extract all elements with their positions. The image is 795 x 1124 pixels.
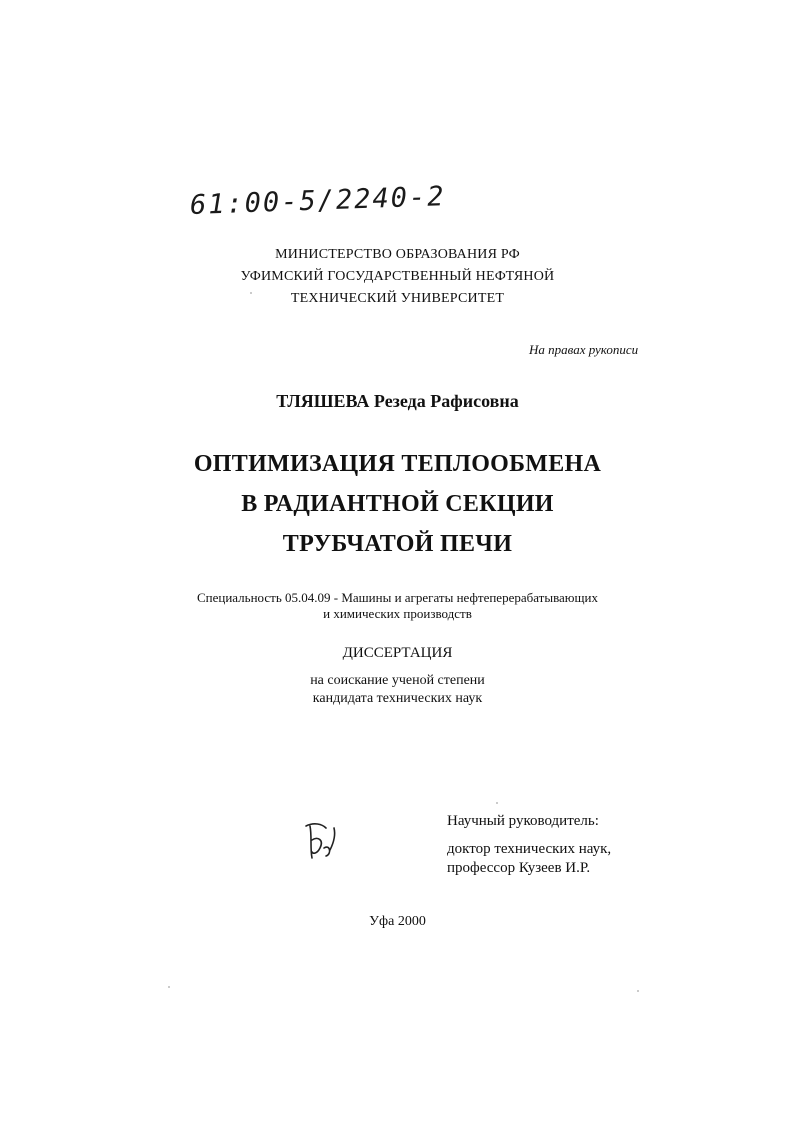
advisor-title: доктор технических наук,	[447, 841, 612, 857]
degree-info	[0, 672, 795, 708]
handwritten-signature	[300, 818, 352, 866]
author-name: ТЛЯШЕВА Резеда Рафисовна	[276, 391, 519, 411]
scan-speck	[250, 292, 252, 294]
specialty-line: и химических производств	[323, 606, 472, 621]
specialty-line: Специальность 05.04.09 - Машины и агрегаты нефтеперерабатывающих	[196, 590, 598, 605]
scan-speck	[637, 990, 639, 992]
advisor-label: Научный руководитель:	[447, 813, 599, 829]
city-year: Уфа 2000	[369, 914, 426, 929]
advisor-name: профессор Кузеев И.Р.	[447, 860, 591, 876]
specialty-info	[0, 590, 795, 622]
title-line: В РАДИАНТНОЙ СЕКЦИИ	[241, 491, 554, 517]
university-line: ТЕХНИЧЕСКИЙ УНИВЕРСИТЕТ	[290, 291, 505, 306]
scan-speck	[496, 802, 498, 804]
ministry-line: МИНИСТЕРСТВО ОБРАЗОВАНИЯ РФ	[275, 247, 520, 262]
dissertation-title	[0, 444, 795, 564]
document-type-label: ДИССЕРТАЦИЯ	[342, 645, 453, 661]
manuscript-rights-note: На правах рукописи	[529, 342, 639, 357]
degree-line: кандидата технических наук	[312, 691, 483, 706]
title-line: ОПТИМИЗАЦИЯ ТЕПЛООБМЕНА	[193, 451, 602, 477]
scientific-advisor	[447, 812, 611, 878]
ministry-header	[0, 244, 795, 310]
title-line: ТРУБЧАТОЙ ПЕЧИ	[282, 531, 513, 557]
university-line: УФИМСКИЙ ГОСУДАРСТВЕННЫЙ НЕФТЯНОЙ	[240, 269, 555, 284]
handwritten-catalog-number: 61:00-5/2240-2	[189, 181, 446, 221]
degree-line: на соискание ученой степени	[310, 673, 485, 688]
scan-speck	[168, 986, 170, 988]
